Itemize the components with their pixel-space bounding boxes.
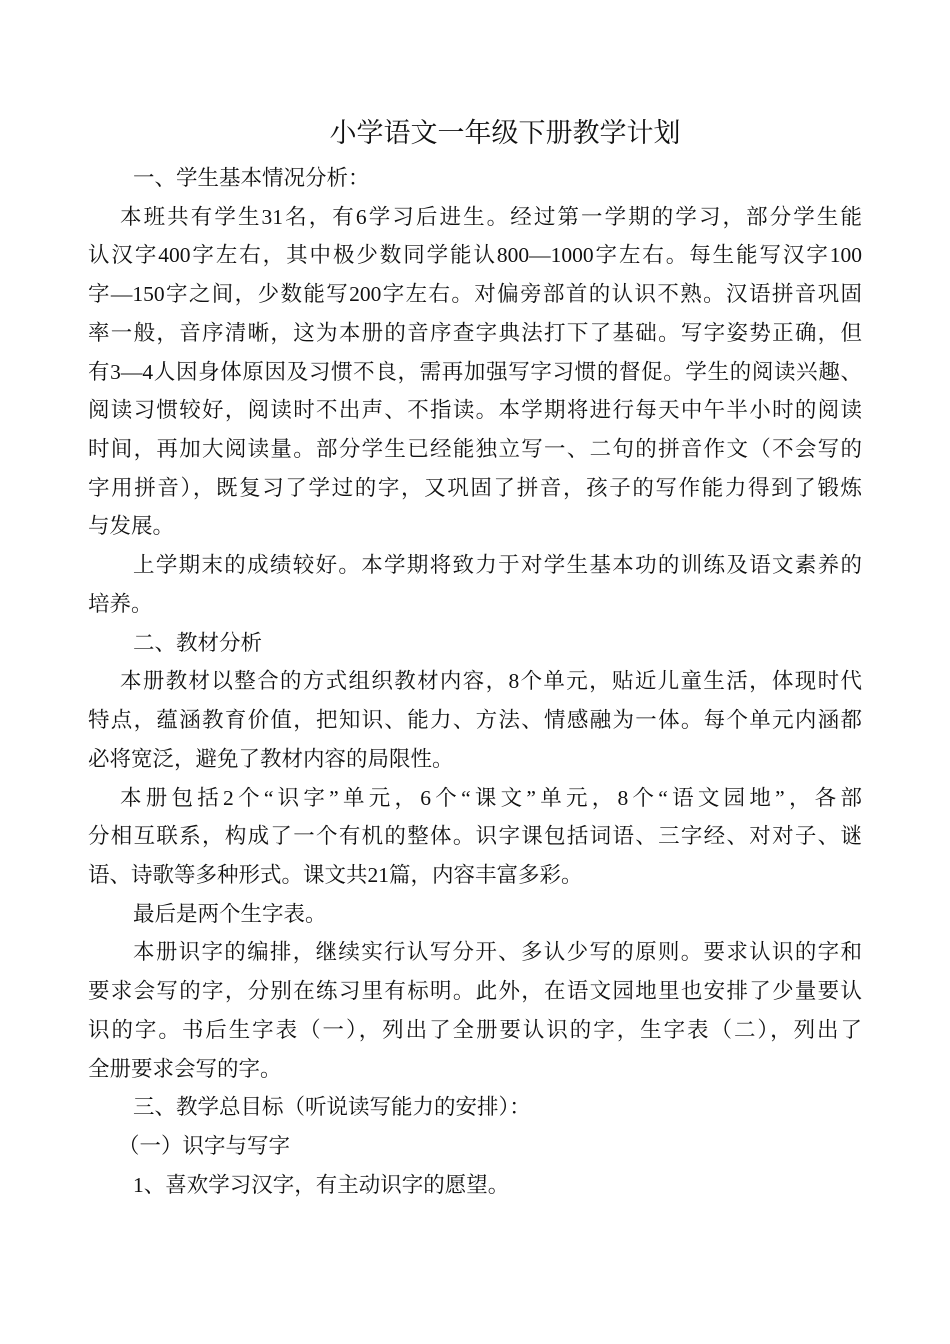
text-line: 本班共有学生31名，有6学习后进生。经过第一学期的学习，部分学生能	[120, 204, 862, 229]
section-heading	[88, 1127, 862, 1166]
text-line: 有3—4人因身体原因及习惯不良，需再加强写字习惯的督促。学生的阅读兴趣、	[88, 359, 862, 384]
text-line: 1、喜欢学习汉字，有主动识字的愿望。	[133, 1172, 510, 1197]
text-line: 语、诗歌等多种形式。课文共21篇，内容丰富多彩。	[88, 862, 583, 887]
text-line: 上学期末的成绩较好。本学期将致力于对学生基本功的训练及语文素养的	[133, 553, 862, 578]
section-heading	[88, 1088, 862, 1127]
text-line: 认汉字400字左右，其中极少数同学能认800—1000字左右。每生能写汉字100	[88, 243, 862, 268]
text-line: 一、学生基本情况分析：	[133, 166, 370, 190]
text-line: 全册要求会写的字。	[88, 1056, 282, 1081]
paragraph	[88, 662, 862, 778]
text-line: 最后是两个生字表。	[133, 901, 327, 926]
section-heading	[88, 624, 862, 663]
text-line: 识的字。书后生字表（一），列出了全册要认识的字，生字表（二），列出了	[88, 1017, 862, 1042]
paragraph	[88, 198, 862, 546]
text-line: 本册包括2个“识字”单元，6个“课文”单元，8个“语文园地”，各部	[120, 785, 862, 810]
section-heading	[88, 159, 862, 198]
text-line: 二、教材分析	[133, 630, 263, 655]
text-line: 必将宽泛，避免了教材内容的局限性。	[88, 746, 454, 771]
paragraph	[88, 779, 862, 895]
paragraph	[88, 1166, 862, 1205]
text-line: 字—150字之间，少数能写200字左右。对偏旁部首的认识不熟。汉语拼音巩固	[88, 282, 862, 307]
text-line: 分相互联系，构成了一个有机的整体。识字课包括词语、三字经、对对子、谜	[88, 824, 862, 849]
text-line: 特点，蕴涵教育价值，把知识、能力、方法、情感融为一体。每个单元内涵都	[88, 708, 862, 733]
paragraph	[88, 895, 862, 934]
text-line: 时间，再加大阅读量。部分学生已经能独立写一、二句的拼音作文（不会写的	[88, 437, 862, 462]
text-line: 本册教材以整合的方式组织教材内容，8个单元，贴近儿童生活，体现时代	[120, 669, 862, 694]
text-line: 阅读习惯较好，阅读时不出声、不指读。本学期将进行每天中午半小时的阅读	[88, 398, 862, 423]
text-line: 本册识字的编排，继续实行认写分开、多认少写的原则。要求认识的字和	[133, 940, 862, 965]
text-line: 率一般，音序清晰，这为本册的音序查字典法打下了基础。写字姿势正确，但	[88, 320, 862, 345]
document-title: 小学语文一年级下册教学计划	[329, 118, 681, 148]
text-line: 培养。	[88, 591, 153, 616]
paragraph	[88, 933, 862, 1088]
document-body	[88, 159, 862, 1204]
text-line: 三、教学总目标（听说读写能力的安排）：	[133, 1095, 531, 1120]
text-line: 字用拼音），既复习了学过的字，又巩固了拼音，孩子的写作能力得到了锻炼	[88, 475, 862, 500]
text-line: 与发展。	[88, 514, 175, 539]
paragraph	[88, 546, 862, 623]
text-line: 要求会写的字，分别在练习里有标明。此外，在语文园地里也安排了少量要认	[88, 979, 862, 1004]
text-line: （一）识字与写字	[118, 1133, 291, 1158]
